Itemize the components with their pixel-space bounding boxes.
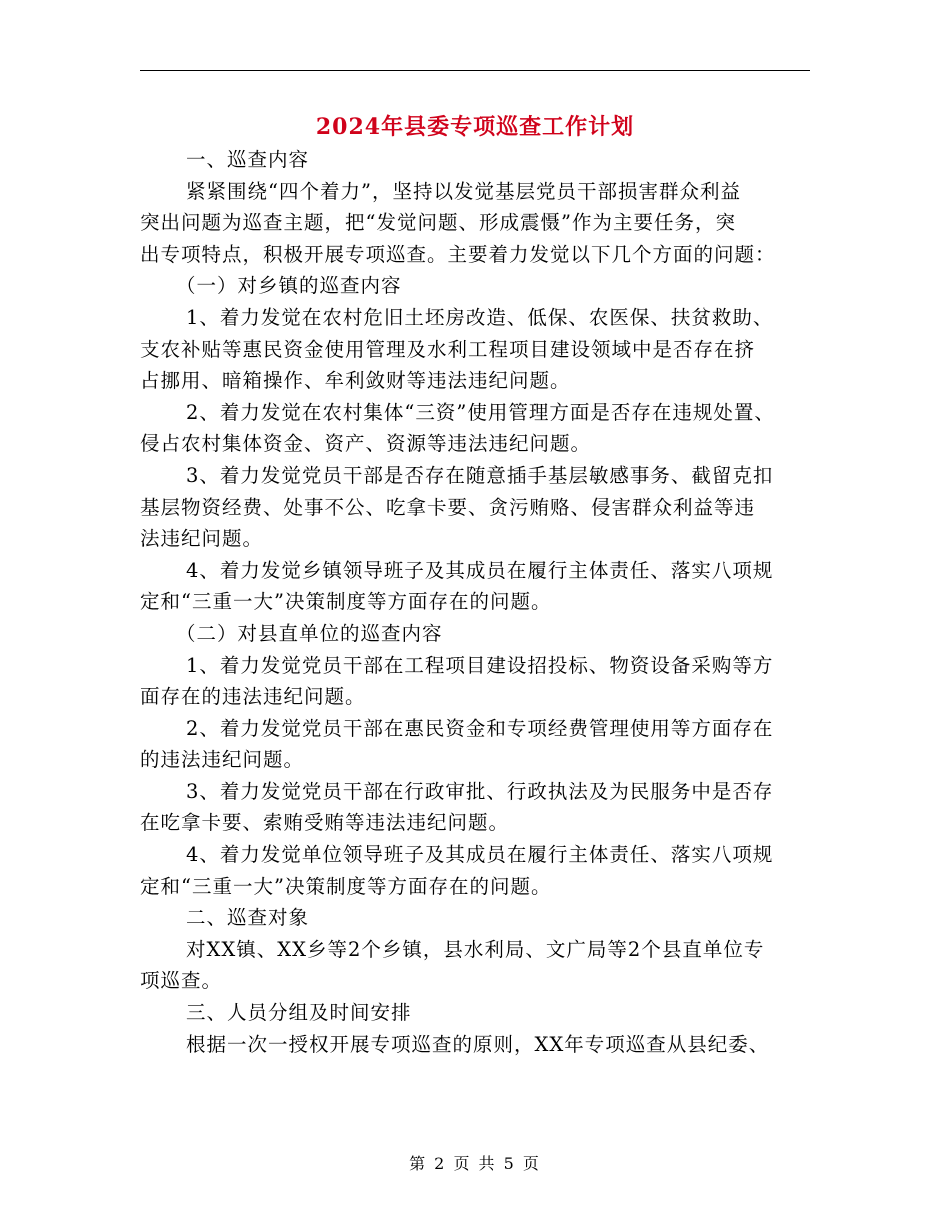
- body-line: 根据一次一授权开展专项巡查的原则，XX年专项巡查从县纪委、: [186, 1032, 770, 1056]
- body-line: 1、着力发觉党员干部在工程项目建设招投标、物资设备采购等方: [186, 653, 774, 677]
- body-line: 三、人员分组及时间安排: [186, 1001, 412, 1025]
- body-line: 法违纪问题。: [140, 527, 264, 551]
- body-line: （一）对乡镇的巡查内容: [176, 274, 402, 298]
- page-footer: 第 2 页 共 5 页: [409, 1154, 541, 1173]
- body-line: 突出问题为巡查主题，把“发觉问题、形成震慑”作为主要任务，突: [140, 211, 736, 235]
- header-rule: [140, 70, 810, 71]
- body-line: 侵占农村集体资金、资产、资源等违法违纪问题。: [140, 432, 592, 456]
- body-line: 基层物资经费、处事不公、吃拿卡要、贪污贿赂、侵害群众利益等违: [140, 495, 756, 519]
- body-line: 占挪用、暗箱操作、牟利敛财等违法违纪问题。: [140, 369, 571, 393]
- body-line: 4、着力发觉单位领导班子及其成员在履行主体责任、落实八项规: [186, 843, 774, 867]
- body-line: 2、着力发觉党员干部在惠民资金和专项经费管理使用等方面存在: [186, 716, 774, 740]
- body-line: 出专项特点，积极开展专项巡查。主要着力发觉以下几个方面的问题：: [140, 242, 776, 266]
- body-line: 3、着力发觉党员干部是否存在随意插手基层敏感事务、截留克扣: [186, 463, 774, 487]
- body-line: 项巡查。: [140, 969, 223, 993]
- body-line: 支农补贴等惠民资金使用管理及水利工程项目建设领域中是否存在挤: [140, 337, 756, 361]
- body-line: 2、着力发觉在农村集体“三资”使用管理方面是否存在违规处置、: [186, 400, 775, 424]
- body-line: 定和“三重一大”决策制度等方面存在的问题。: [140, 590, 552, 614]
- body-line: 对XX镇、XX乡等2个乡镇，县水利局、文广局等2个县直单位专: [186, 937, 765, 961]
- body-line: 4、着力发觉乡镇领导班子及其成员在履行主体责任、落实八项规: [186, 558, 774, 582]
- body-line: 的违法违纪问题。: [140, 748, 305, 772]
- document-body: [140, 144, 812, 1060]
- body-line: 一、巡查内容: [186, 148, 310, 171]
- body-line: 在吃拿卡要、索贿受贿等违法违纪问题。: [140, 811, 510, 835]
- body-line: 3、着力发觉党员干部在行政审批、行政执法及为民服务中是否存: [186, 779, 774, 803]
- body-line: 二、巡查对象: [186, 906, 310, 930]
- body-line: （二）对县直单位的巡查内容: [176, 621, 443, 645]
- body-line: 1、着力发觉在农村危旧土坯房改造、低保、农医保、扶贫救助、: [186, 305, 774, 329]
- body-line: 紧紧围绕“四个着力”，坚持以发觉基层党员干部损害群众利益: [186, 179, 741, 203]
- document-title: 2024年县委专项巡查工作计划: [315, 114, 635, 140]
- body-line: 定和“三重一大”决策制度等方面存在的问题。: [140, 874, 552, 898]
- body-line: 面存在的违法违纪问题。: [140, 685, 366, 709]
